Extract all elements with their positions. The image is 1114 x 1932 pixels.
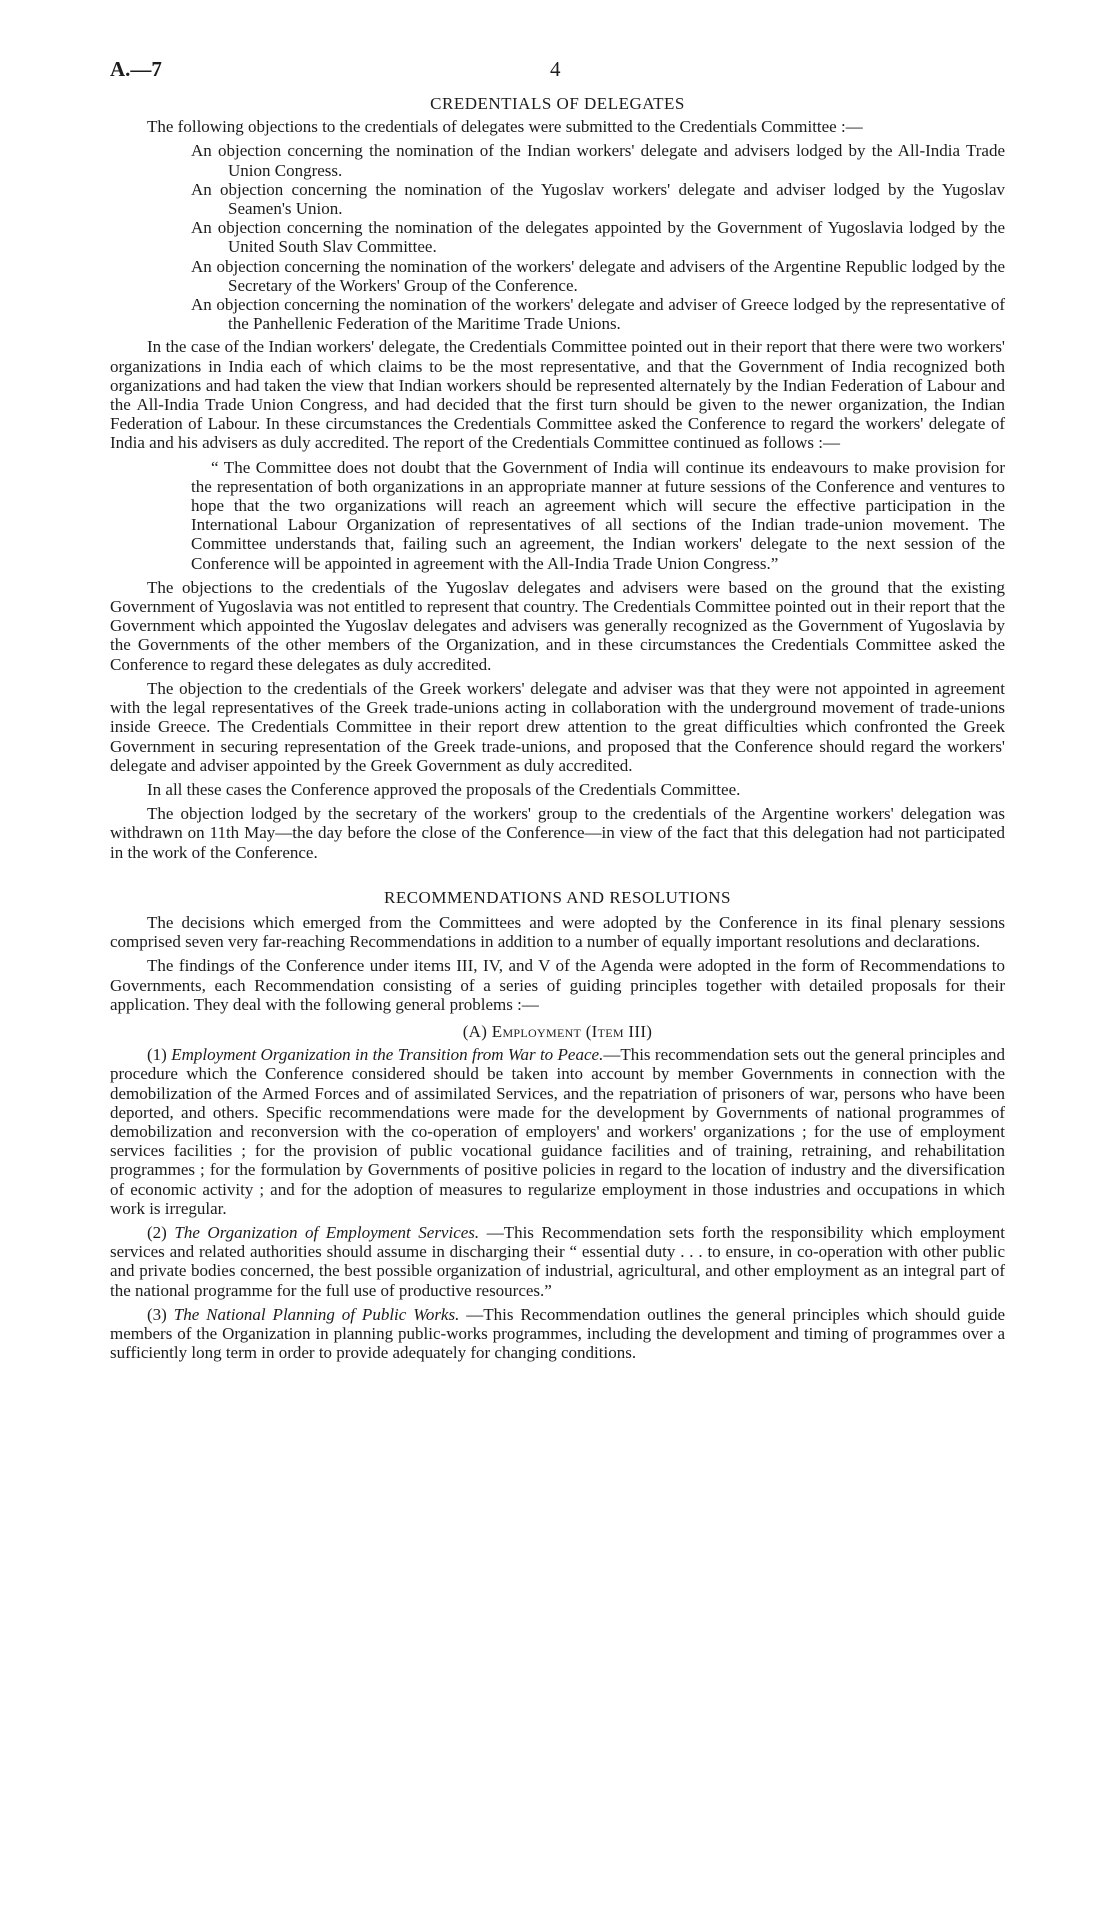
paragraph-india: In the case of the Indian workers' delegate, the Credentials Committee pointed out in their report that there were two workers' organizations in India each of which claims to be the most representative, and that the Government of India recognized both organizations and had taken the view that Indian workers should be represented alternately by the Indian Federation of Labour and the All-India Trade Union Congress, and had decided that the first turn should be given to the newer organization, the Indian Federation of Labour. In these circumstances the Credentials Committee asked the Conference to regard the workers' delegate of India and his advisers as duly accredited. The report of the Credentials Committee continued as follows :—	[110, 337, 1005, 453]
item-title: Employment Organization in the Transition from War to Peace.	[171, 1045, 604, 1065]
subheading-prefix: (A)	[462, 1021, 492, 1041]
paragraph-yugoslav: The objections to the credentials of the Yugoslav delegates and advisers were based on the ground that the existing Government of Yugoslavia was not entitled to represent that country. The Credentials Committee pointed out in their report that the Government which appointed the Yugoslav delegates and advisers was generally recognized as the Government of Yugoslavia by the Governments of the other members of the Organization, and in these circumstances the Credentials Committee asked the Conference to regard these delegates as duly accredited.	[110, 577, 1005, 674]
document-reference: A.—7	[110, 57, 162, 81]
item-number: (1)	[147, 1045, 172, 1065]
committee-quote: “ The Committee does not doubt that the Government of India will continue its endeavours to make provision for the representation of both organizations in an appropriate manner at future sessions of the Conference and ventures to hope that the two organizations will reach an agreement which will secure the effective participation in the International Labour Organization of representatives of all sections of the Indian trade-union movement. The Committee understands that, failing such an agreement, the Indian workers' delegate to the next session of the Conference will be appointed in agreement with the All-India Trade Union Congress.”	[191, 457, 1005, 573]
objection-item: An objection concerning the nomination of the workers' delegate and advisers of the Argentine Republic lodged by the Secretary of the Workers' Group of the Conference.	[191, 256, 1005, 295]
objection-item: An objection concerning the nomination of the Indian workers' delegate and advisers lodged by the All-India Trade Union Congress.	[191, 141, 1005, 180]
objection-item: An objection concerning the nomination of the Yugoslav workers' delegate and adviser lodged by the Yugoslav Seamen's Union.	[191, 179, 1005, 219]
item-number: (2)	[147, 1222, 175, 1242]
paragraph-findings: The findings of the Conference under items III, IV, and V of the Agenda were adopted in the form of Recommendations to Governments, each Recommendation consisting of a series of guiding principles together with detailed proposals for their application. They deal with the following general problems :—	[110, 956, 1005, 1014]
paragraph-argentine: The objection lodged by the secretary of the workers' group to the credentials of the Argentine workers' delegation was withdrawn on 11th May—the day before the close of the Conference—in view of the fact that this delegation had not participated in the work of the Conference.	[110, 804, 1005, 862]
page-number: 4	[550, 57, 561, 81]
paragraph-approved: In all these cases the Conference approved the proposals of the Credentials Committee.	[147, 779, 741, 799]
credentials-heading: CREDENTIALS OF DELEGATES	[430, 94, 685, 113]
paragraph-decisions: The decisions which emerged from the Committees and were adopted by the Conference in its final plenary sessions comprised seven very far-reaching Recommendations in addition to a number of equally important resolutions and declarations.	[110, 912, 1005, 952]
item-body: —This recommendation sets out the general principles and procedure which the Conference considered should be taken into account by member Governments in connection with the demobilization of the Armed Forces and of assimilated Services, and the repatriation of prisoners of war, persons who have been deported, and others. Specific recommendations were made for the development by Governments of national programmes of demobilization and reconversion with the co-operation of employers' and workers' organizations ; for the use of employment services facilities ; for the provision of public vocational guidance facilities and of training, retraining, and rehabilitation programmes ; for the formulation by Governments of positive policies in regard to the location of industry and the diversification of economic activity ; and for the adoption of measures to regularize employment in those industries and occupations in which work is irregular.	[110, 1045, 1005, 1218]
item-number: (3)	[147, 1304, 174, 1324]
item-body: —This Recommendation outlines the general principles which should guide members of the Organization in planning public-works programmes, including the development and timing of programmes over a sufficiently long term in order to provide adequately for changing conditions.	[110, 1304, 1005, 1363]
section-subheading	[110, 1022, 1005, 1041]
item-title: The National Planning of Public Works.	[173, 1304, 460, 1324]
recommendation-item	[110, 1223, 1005, 1300]
item-body: —This Recommendation sets forth the responsibility which employment services and related authorities should assume in discharging their “ essential duty . . . to ensure, in co-operation with other public and private bodies concerned, the best possible organization of industrial, agricultural, and other employment as an integral part of the national programme for the full use of productive resources.”	[110, 1222, 1005, 1300]
recommendations-heading: RECOMMENDATIONS AND RESOLUTIONS	[383, 887, 732, 907]
subheading-text: Employment (Item III)	[491, 1021, 653, 1041]
item-title: The Organization of Employment Services.	[174, 1222, 480, 1242]
objection-item: An objection concerning the nomination of the workers' delegate and adviser of Greece lodged by the representative of the Panhellenic Federation of the Maritime Trade Unions.	[191, 295, 1005, 334]
credentials-intro: The following objections to the credentials of delegates were submitted to the Credentials Committee :—	[147, 117, 863, 137]
recommendation-item	[110, 1045, 1005, 1218]
objections-list	[110, 141, 1005, 333]
page-header	[110, 57, 1005, 90]
recommendation-item	[110, 1305, 1005, 1363]
objection-item: An objection concerning the nomination of the delegates appointed by the Government of Yugoslavia lodged by the United South Slav Committee.	[191, 218, 1005, 257]
document-page	[110, 57, 1005, 1367]
paragraph-greek: The objection to the credentials of the Greek workers' delegate and adviser was that they were not appointed in agreement with the legal representatives of the Greek trade-unions acting in collaboration with the underground movement of trade-unions inside Greece. The Credentials Committee in their report drew attention to the great difficulties which confronted the Greek Government in securing representation of the Greek trade-unions, and proposed that the Conference should regard the workers' delegate and adviser appointed by the Greek Government as duly accredited.	[110, 678, 1005, 775]
